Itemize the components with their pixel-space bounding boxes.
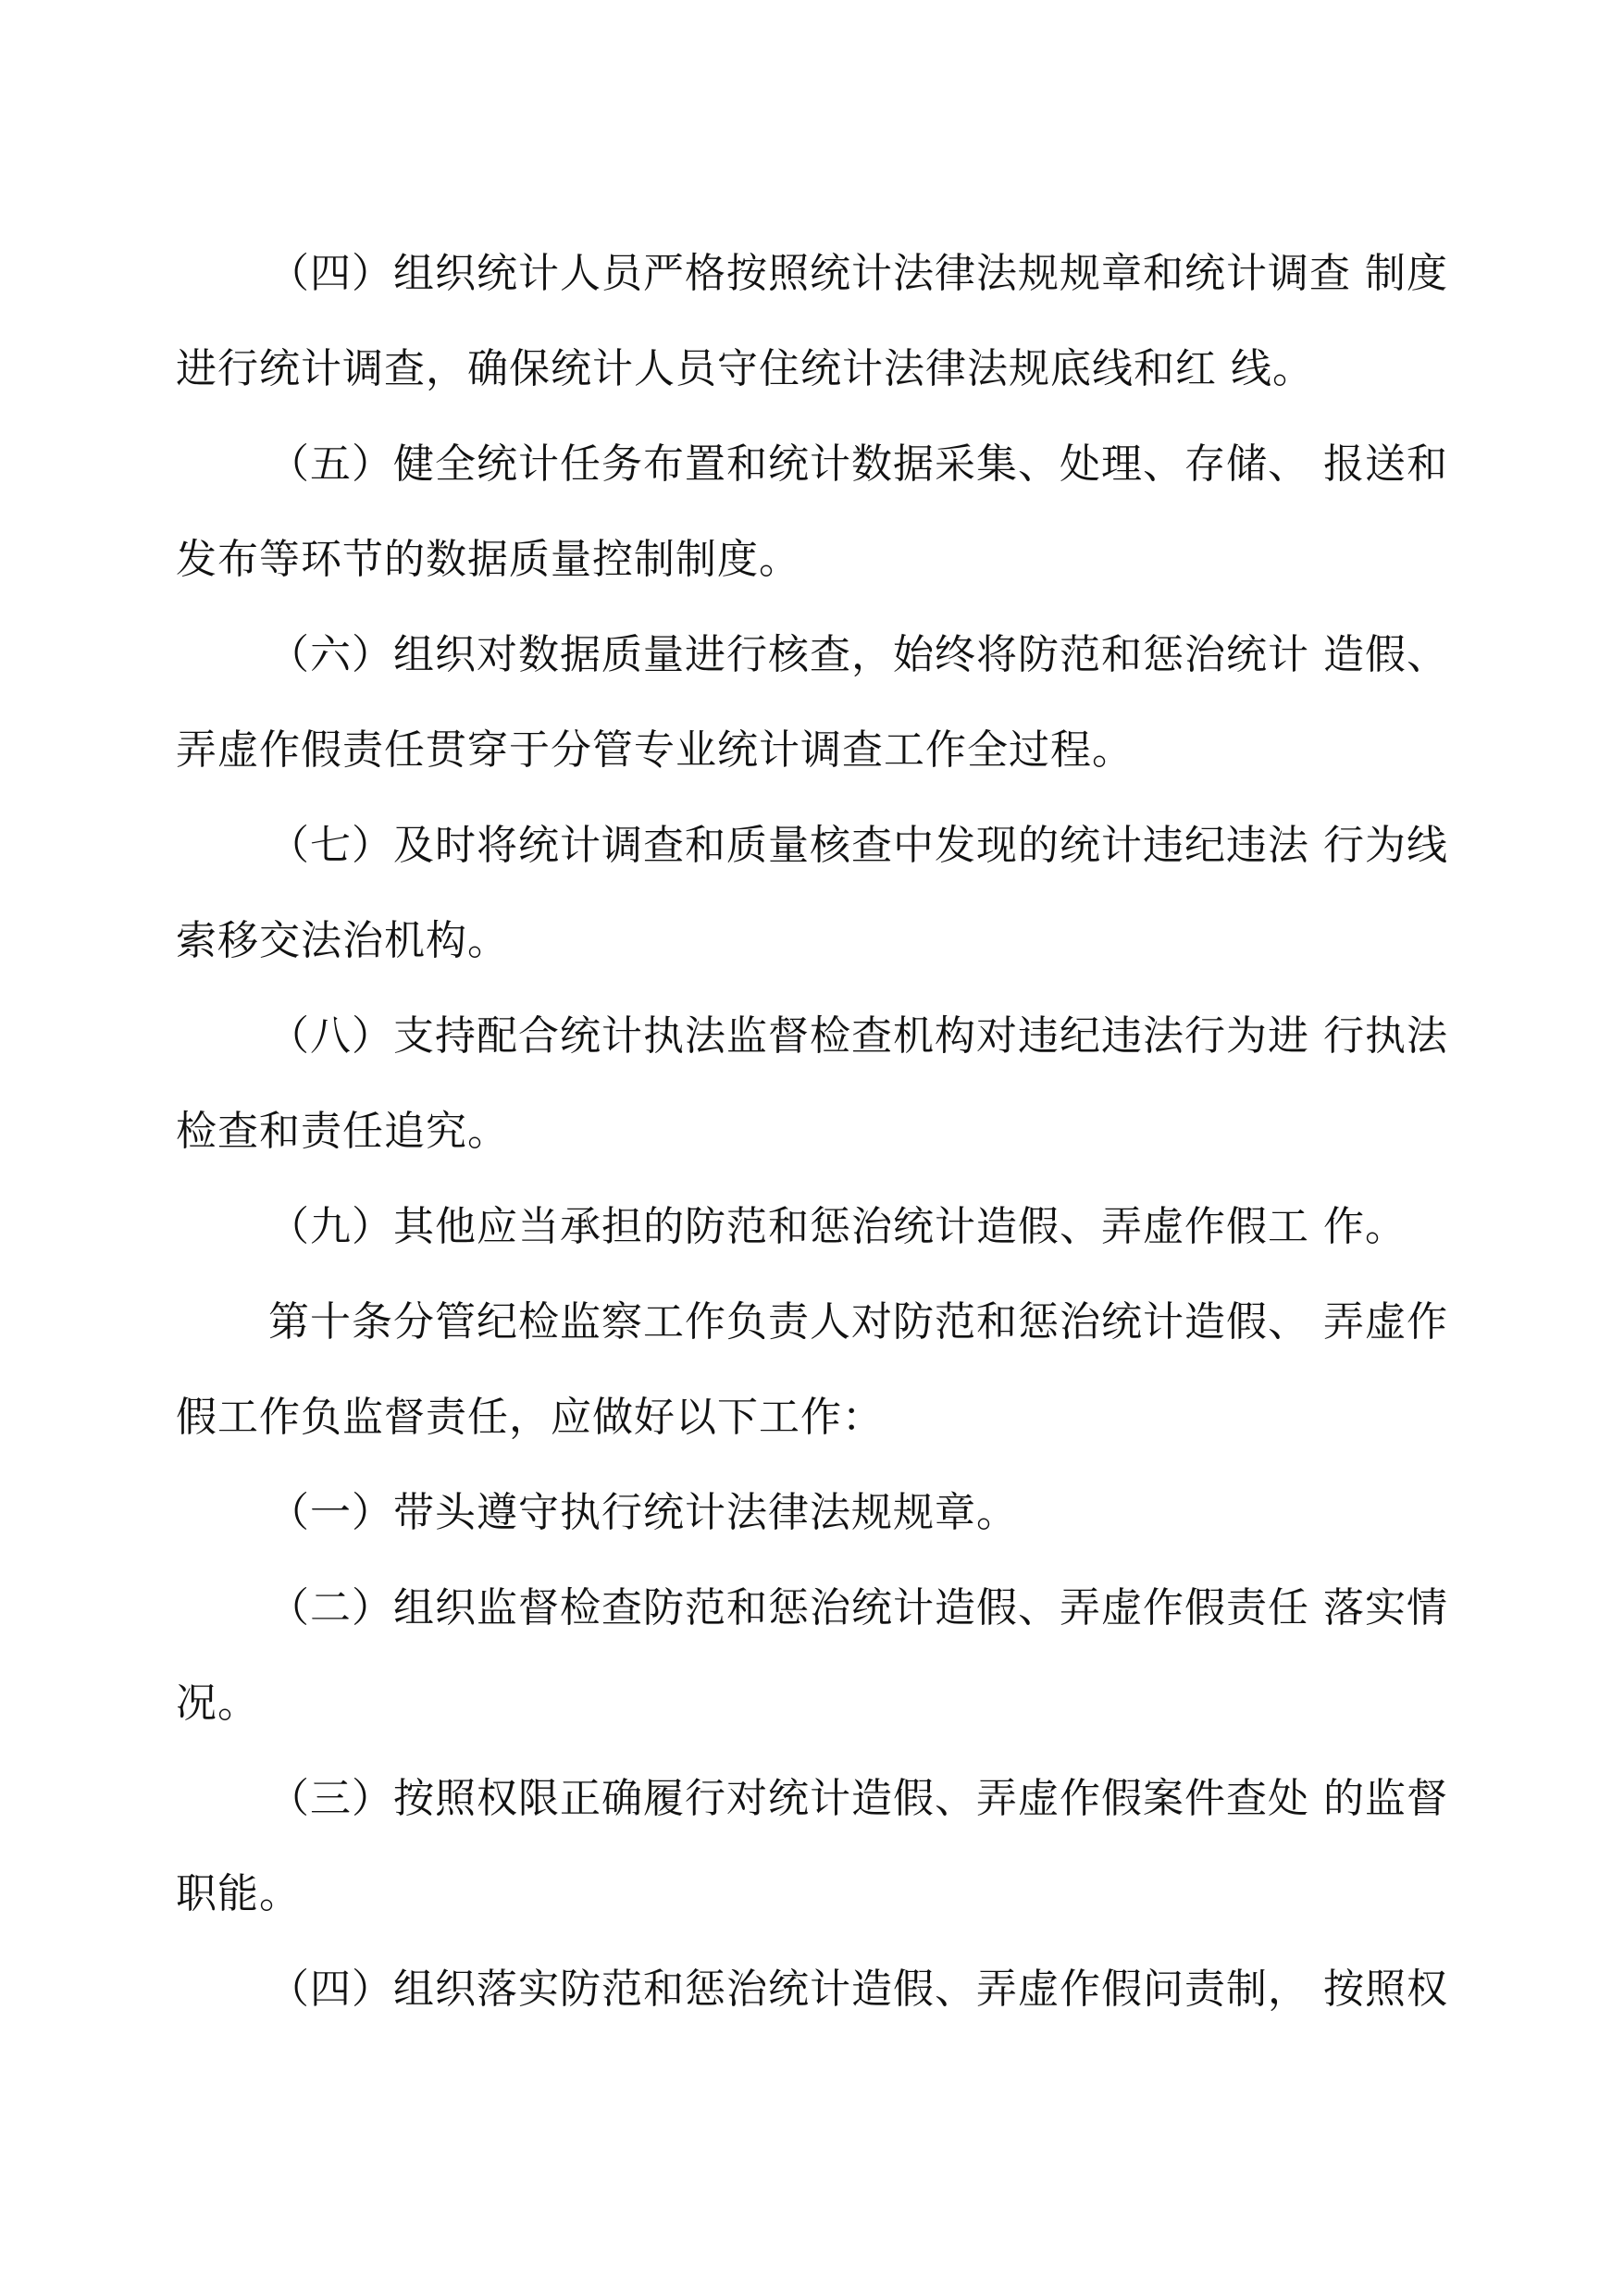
paragraph-4: （四）组织统计人员严格按照统计法律法规规章和统计调查 制度进行统计调查，确保统计人员守住统计法律法规底线和红 线。	[176, 250, 1448, 392]
article-10-item-4: （四）组织落实防范和惩治统计造假、弄虚作假问责制， 按照权	[268, 1966, 1448, 2013]
article-10-item-3: （三）按照权限正确履行对统计造假、弄虚作假案件查处 的监督职能。	[176, 1775, 1448, 1917]
paragraph-8: （八）支持配合统计执法监督检查机构对违纪违法行为进 行执法检查和责任追究。	[176, 1012, 1448, 1155]
document-body	[176, 226, 1471, 2037]
paragraph-9: （九）其他应当承担的防范和惩治统计造假、弄虚作假工 作。	[268, 1203, 1407, 1250]
paragraph-6: （六）组织对数据质量进行核查，始终将防范和惩治统计 造假、弄虚作假责任贯穿于分管专业统计调查工作全过程。	[176, 631, 1448, 774]
paragraph-5: （五）健全统计任务布置和统计数据采集、处理、存储、 报送和发布等环节的数据质量控制制度。	[176, 440, 1448, 583]
article-10-heading-paragraph: 第十条分管纪检监察工作负责人对防范和惩治统计造假、 弄虚作假工作负监督责任，应做好以下工作：	[176, 1298, 1448, 1441]
paragraph-7: （七）及时将统计调查和质量核查中发现的统计违纪违法 行为线索移交法治机构。	[176, 822, 1448, 964]
article-10-item-2: （二）组织监督检查防范和惩治统计造假、弄虚作假责任 落实情况。	[176, 1584, 1448, 1727]
article-10-item-1: （一）带头遵守执行统计法律法规规章。	[268, 1489, 1018, 1536]
